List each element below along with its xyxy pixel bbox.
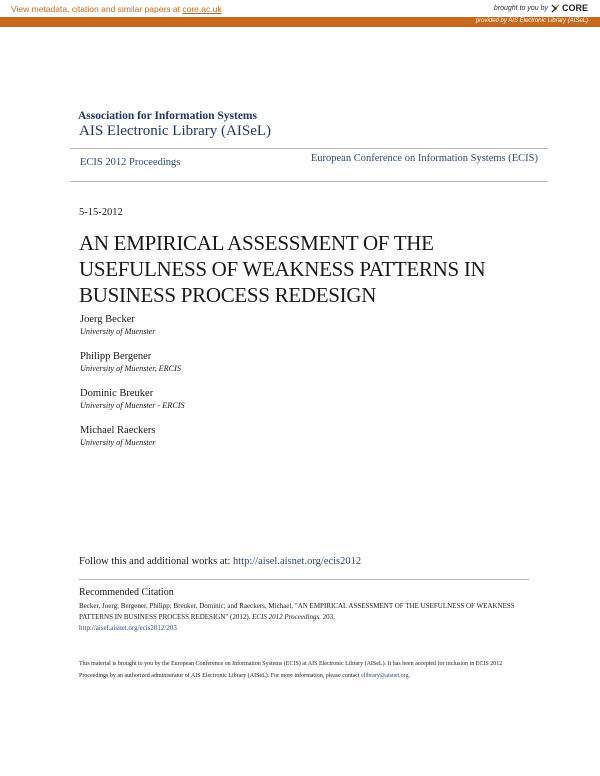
author-entry	[80, 313, 185, 350]
core-brought-by[interactable]	[494, 3, 588, 13]
author-affiliation: University of Muenster - ERCIS	[80, 401, 185, 410]
association-name[interactable]: Association for Information Systems	[78, 110, 257, 122]
header-divider-top	[70, 148, 548, 149]
author-entry	[80, 350, 185, 387]
library-name[interactable]: AIS Electronic Library (AISeL)	[79, 123, 272, 139]
core-view-link[interactable]	[11, 4, 222, 14]
author-list	[80, 313, 185, 461]
core-logo[interactable]	[551, 3, 588, 13]
core-provided-strip	[0, 17, 600, 27]
author-entry	[80, 387, 185, 424]
author-name[interactable]: Michael Raeckers	[80, 425, 156, 436]
author-affiliation: University of Muenster	[80, 438, 156, 447]
citation-divider	[79, 579, 529, 580]
citation-link[interactable]: http://aisel.aisnet.org/ecis2012/203	[79, 624, 177, 632]
author-name[interactable]: Dominic Breuker	[80, 388, 154, 399]
author-name[interactable]: Joerg Becker	[80, 314, 135, 325]
core-brought-text: brought to you by	[493, 4, 548, 12]
author-affiliation: University of Muenster, ERCIS	[80, 364, 181, 373]
follow-text: Follow this and additional works at:	[79, 556, 233, 567]
citation-tail: . 203.	[319, 613, 335, 621]
follow-link[interactable]: http://aisel.aisnet.org/ecis2012	[233, 556, 362, 567]
citation-main: Becker, Joerg; Bergener, Philipp; Breuker, Dominic; and Raeckers, Michael, "AN EMPIRICAL ASSESSMENT OF THE USEFULNESS OF WEAKNESS PATTERNS IN BUSINESS PROCESS REDESIGN" (2012).	[79, 602, 515, 621]
publication-date: 5-15-2012	[79, 207, 123, 218]
notice-text: This material is brought to you by the European Conference on Information Systems (ECIS) at AIS Electronic Library (AISeL). It has been accepted for inclusion in ECIS 2012 Proceedings by an authorized administrator of AIS Electronic Library (AISeL). For more information, please contact	[79, 661, 503, 679]
notice-end: .	[408, 672, 411, 679]
paper-title: AN EMPIRICAL ASSESSMENT OF THE USEFULNESS OF WEAKNESS PATTERNS IN BUSINESS PROCESS REDESIGN	[79, 231, 486, 307]
citation-text	[79, 601, 519, 634]
author-name[interactable]: Philipp Bergener	[80, 351, 152, 362]
follow-line	[79, 556, 361, 567]
core-view-text: View metadata, citation and similar papers at	[11, 4, 183, 14]
conference-link[interactable]: European Conference on Information Systems (ECIS)	[310, 153, 538, 164]
core-logo-icon	[551, 4, 560, 13]
citation-proceedings: ECIS 2012 Proceedings	[252, 613, 320, 621]
access-notice	[79, 659, 527, 682]
core-logo-text: CORE	[561, 3, 588, 13]
core-banner	[0, 0, 600, 17]
header-divider-bottom	[70, 181, 548, 182]
author-affiliation: University of Muenster	[80, 327, 156, 336]
recommended-citation-heading: Recommended Citation	[79, 587, 174, 598]
core-site-link[interactable]: core.ac.uk	[182, 4, 222, 14]
core-provided-text: provided by AIS Electronic Library (AISeL)	[475, 18, 588, 24]
contact-email-link[interactable]: elibrary@aisnet.org	[361, 672, 409, 679]
proceedings-link[interactable]: ECIS 2012 Proceedings	[80, 157, 181, 168]
author-entry	[80, 424, 185, 461]
